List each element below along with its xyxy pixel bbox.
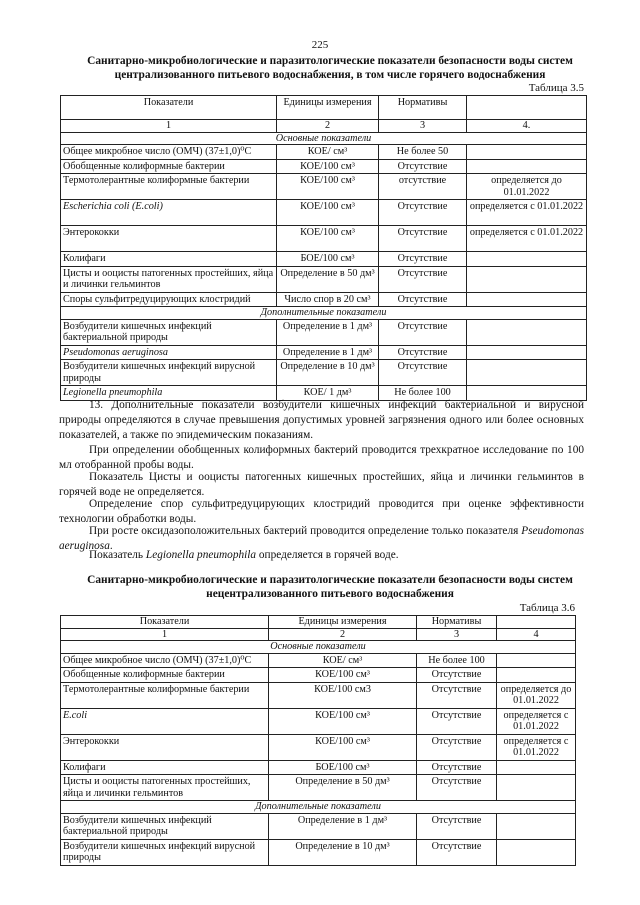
header-note: [467, 96, 587, 120]
indicator-name: Колифаги: [61, 252, 277, 267]
indicator-name: Колифаги: [61, 760, 269, 775]
table-row: [61, 682, 576, 708]
norm-cell: Отсутствие: [379, 266, 467, 292]
table36-title: Санитарно-микробиологические и паразитологические показатели безопасности воды систем нецентрализованного питьевого водоснабжения: [87, 574, 573, 600]
norm-cell: Отсутствие: [379, 159, 467, 174]
norm-cell: Отсутствие: [417, 813, 497, 839]
column-number: 1: [61, 628, 269, 641]
table-row: [61, 145, 587, 160]
norm-cell: Отсутствие: [379, 360, 467, 386]
table-row: [61, 226, 587, 252]
note-cell: [467, 159, 587, 174]
table35-number-row: [61, 120, 587, 133]
column-number: 4: [497, 628, 576, 641]
section-main-label: Основные показатели: [61, 132, 587, 145]
note-cell: [497, 760, 576, 775]
note-cell: определяется до 01.01.2022: [467, 174, 587, 200]
norm-cell: Отсутствие: [417, 682, 497, 708]
column-number: 3: [417, 628, 497, 641]
note-cell: [467, 292, 587, 307]
note-cell: [497, 653, 576, 668]
table-row: [61, 174, 587, 200]
indicator-name: Термотолерантные колиформные бактерии: [61, 682, 269, 708]
unit-cell: КОЕ/ см³: [269, 653, 417, 668]
unit-cell: Определение в 10 дм³: [277, 360, 379, 386]
table-row: [61, 668, 576, 683]
indicator-name: Legionella pneumophila: [61, 386, 277, 401]
header-indicators: Показатели: [61, 96, 277, 120]
table-row: [61, 734, 576, 760]
table35-caption: Таблица 3.5: [528, 82, 584, 94]
norm-cell: Не более 100: [379, 386, 467, 401]
norm-cell: Отсутствие: [417, 760, 497, 775]
indicator-name: Цисты и ооцисты патогенных простейших, яйца и личинки гельминтов: [61, 775, 269, 801]
section-extra-label: Дополнительные показатели: [61, 307, 587, 320]
paragraph-text: При росте оксидазоположительных бактерий проводится определение только показателя: [89, 525, 519, 537]
table-row: [61, 760, 576, 775]
indicator-name: Энтерококки: [61, 226, 277, 252]
note-cell: [497, 813, 576, 839]
unit-cell: Определение в 50 дм³: [277, 266, 379, 292]
table-row: [61, 708, 576, 734]
unit-cell: КОЕ/ см³: [277, 145, 379, 160]
paragraph-text: Показатель: [89, 549, 144, 561]
note-cell: [467, 360, 587, 386]
table-row: [61, 813, 576, 839]
norm-cell: Отсутствие: [417, 839, 497, 865]
column-number: 1: [61, 120, 277, 133]
note-cell: [497, 839, 576, 865]
page-number: 225: [311, 39, 329, 51]
note-cell: [467, 345, 587, 360]
indicator-name: Энтерококки: [61, 734, 269, 760]
indicator-name: Возбудители кишечных инфекций вирусной природы: [61, 360, 277, 386]
unit-cell: КОЕ/100 см³: [269, 708, 417, 734]
paragraph-text: определяется в горячей воде.: [258, 549, 399, 561]
unit-cell: Определение в 1 дм³: [277, 345, 379, 360]
indicator-name: Escherichia coli (E.coli): [61, 200, 277, 226]
note-cell: [467, 252, 587, 267]
unit-cell: КОЕ/100 см³: [277, 174, 379, 200]
norm-cell: Отсутствие: [417, 708, 497, 734]
norm-cell: Не более 50: [379, 145, 467, 160]
norm-cell: Не более 100: [417, 653, 497, 668]
unit-cell: КОЕ/100 см³: [269, 734, 417, 760]
column-number: 2: [277, 120, 379, 133]
table36-caption: Таблица 3.6: [519, 602, 575, 614]
section-main-label: Основные показатели: [61, 641, 576, 654]
header-note: [497, 616, 576, 629]
indicator-name: Цисты и ооцисты патогенных простейших, яйца и личинки гельминтов: [61, 266, 277, 292]
table-row: [61, 159, 587, 174]
table-row: [61, 319, 587, 345]
note-cell: определяется с 01.01.2022: [497, 708, 576, 734]
unit-cell: КОЕ/100 см3: [269, 682, 417, 708]
table-row: [61, 653, 576, 668]
table-row: [61, 252, 587, 267]
unit-cell: Определение в 1 дм³: [277, 319, 379, 345]
note-cell: [467, 319, 587, 345]
note-cell: [497, 775, 576, 801]
indicator-name: Возбудители кишечных инфекций вирусной природы: [61, 839, 269, 865]
table-row: [61, 200, 587, 226]
table36-header-row: [61, 616, 576, 629]
note-cell: определяется с 01.01.2022: [467, 200, 587, 226]
column-number: 3: [379, 120, 467, 133]
paragraph-legionella: [59, 548, 584, 563]
header-units: Единицы измерения: [277, 96, 379, 120]
unit-cell: КОЕ/100 см³: [269, 668, 417, 683]
norm-cell: Отсутствие: [379, 252, 467, 267]
table-row: [61, 775, 576, 801]
indicator-name: Общее микробное число (ОМЧ) (37±1,0)⁰С: [61, 145, 277, 160]
table35-header-row: [61, 96, 587, 120]
column-number: 2: [269, 628, 417, 641]
norm-cell: Отсутствие: [379, 200, 467, 226]
table-row: [61, 292, 587, 307]
indicator-name: Споры сульфитредуцирующих клостридий: [61, 292, 277, 307]
indicator-name: Термотолерантные колиформные бактерии: [61, 174, 277, 200]
paragraph-text: .: [109, 540, 113, 552]
column-number: 4.: [467, 120, 587, 133]
indicator-name: Обобщенные колиформные бактерии: [61, 159, 277, 174]
table-row: [61, 839, 576, 865]
norm-cell: Отсутствие: [379, 226, 467, 252]
paragraph-spores: Определение спор сульфитредуцирующих клостридий проводится при оценке эффективности технологии обработки воды.: [59, 498, 584, 525]
header-indicators: Показатели: [61, 616, 269, 629]
paragraph-coliform: При определении обобщенных колиформных бактерий проводится трехкратное исследование по 100 мл отобранной пробы воды.: [59, 444, 584, 471]
organism-name: Legionella pneumophila: [145, 549, 257, 561]
table-row: [61, 266, 587, 292]
norm-cell: Отсутствие: [379, 319, 467, 345]
unit-cell: Число спор в 20 см³: [277, 292, 379, 307]
table-row: [61, 345, 587, 360]
table35-title: Санитарно-микробиологические и паразитологические показатели безопасности воды систем централизованного питьевого водоснабжения, в том числе горячего водоснабжения: [87, 55, 573, 81]
unit-cell: Определение в 1 дм³: [269, 813, 417, 839]
table35: [60, 95, 587, 401]
unit-cell: Определение в 50 дм³: [269, 775, 417, 801]
header-norms: Нормативы: [417, 616, 497, 629]
indicator-name: Обобщенные колиформные бактерии: [61, 668, 269, 683]
note-cell: [467, 145, 587, 160]
indicator-name: Общее микробное число (ОМЧ) (37±1,0)⁰С: [61, 653, 269, 668]
paragraph-13: 13. Дополнительные показатели возбудители кишечных инфекций бактериальной и вирусной природы определяются в случае превышения допустимых уровней загрязнения одного или более основных показателей, а также по эпидемическим показаниям.: [59, 399, 584, 441]
indicator-name: Возбудители кишечных инфекций бактериальной природы: [61, 319, 277, 345]
norm-cell: Отсутствие: [417, 668, 497, 683]
table36: [60, 615, 576, 866]
note-cell: определяется с 01.01.2022: [497, 734, 576, 760]
norm-cell: Отсутствие: [417, 775, 497, 801]
indicator-name: E.coli: [61, 708, 269, 734]
unit-cell: КОЕ/100 см³: [277, 226, 379, 252]
norm-cell: Отсутствие: [417, 734, 497, 760]
unit-cell: КОЕ/100 см³: [277, 200, 379, 226]
unit-cell: КОЕ/100 см³: [277, 159, 379, 174]
note-cell: определяется с 01.01.2022: [467, 226, 587, 252]
indicator-name: Возбудители кишечных инфекций бактериальной природы: [61, 813, 269, 839]
header-norms: Нормативы: [379, 96, 467, 120]
organism-name: Pseudomonas aeruginosa: [59, 525, 585, 552]
note-cell: [467, 266, 587, 292]
norm-cell: Отсутствие: [379, 345, 467, 360]
note-cell: [497, 668, 576, 683]
paragraph-cysts: Показатель Цисты и ооцисты патогенных кишечных простейших, яйца и личинки гельминтов в горячей воде не определяется.: [59, 471, 584, 498]
norm-cell: отсутствие: [379, 174, 467, 200]
unit-cell: БОЕ/100 см³: [277, 252, 379, 267]
table-row: [61, 360, 587, 386]
section-extra-label: Дополнительные показатели: [61, 801, 576, 814]
note-cell: определяется до 01.01.2022: [497, 682, 576, 708]
norm-cell: Отсутствие: [379, 292, 467, 307]
unit-cell: КОЕ/ 1 дм³: [277, 386, 379, 401]
unit-cell: БОЕ/100 см³: [269, 760, 417, 775]
unit-cell: Определение в 10 дм³: [269, 839, 417, 865]
indicator-name: Pseudomonas aeruginosa: [61, 345, 277, 360]
table36-number-row: [61, 628, 576, 641]
header-units: Единицы измерения: [269, 616, 417, 629]
